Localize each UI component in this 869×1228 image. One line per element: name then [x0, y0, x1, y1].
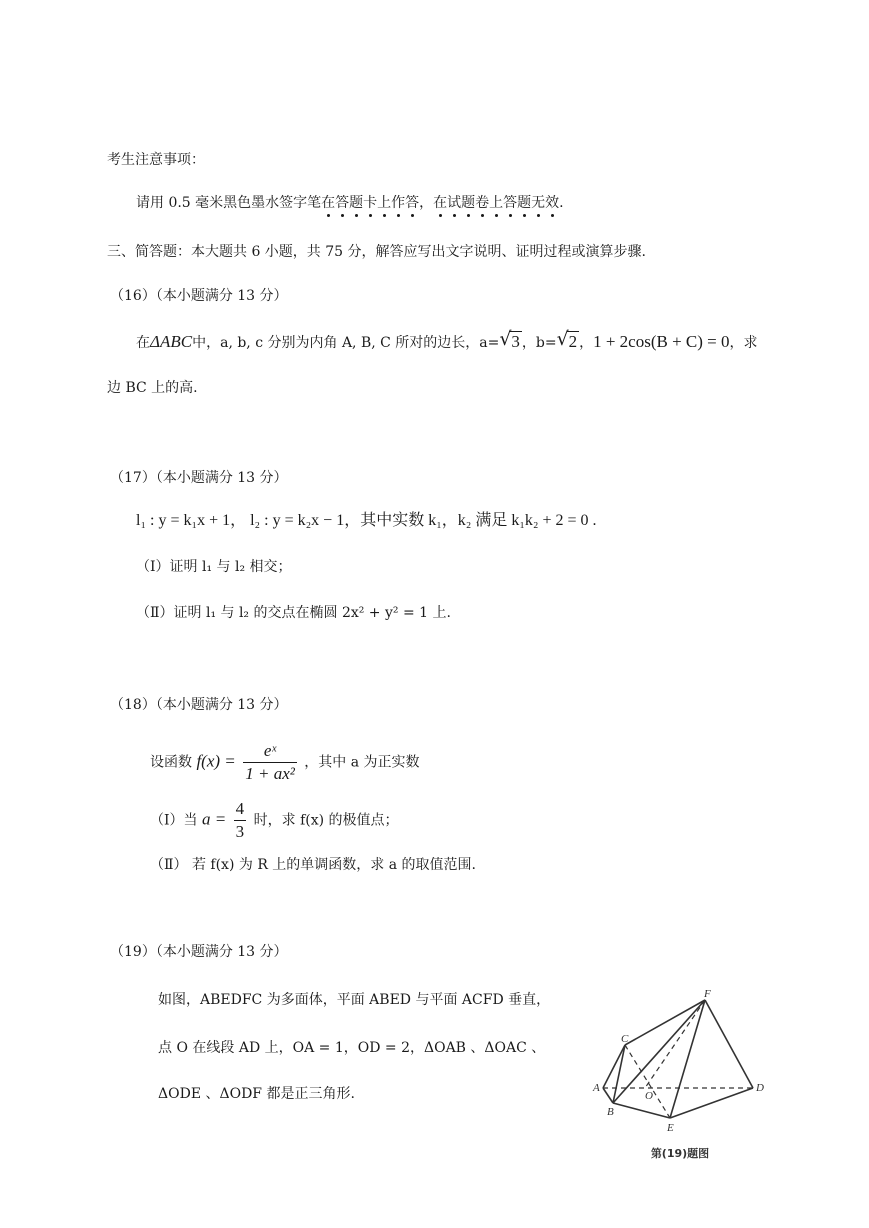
emphasis-char: 题 [517, 195, 532, 211]
q16-text-d: ， [579, 335, 594, 351]
point-B-label: B [607, 1106, 614, 1118]
point-F-label: F [704, 988, 711, 1000]
q16-text-e: ，求 [729, 335, 758, 351]
q18-part1-prefix: （Ⅰ）当 [150, 812, 198, 829]
q19-line1: 如图，ABEDFC 为多面体，平面 ABED 与平面 ACFD 垂直， [158, 992, 551, 1008]
q19-label: （19）（本小题满分 13 分） [110, 944, 288, 960]
edge-FO-hidden [645, 1000, 705, 1088]
polyhedron-figure [585, 985, 775, 1165]
edge-AB [603, 1088, 613, 1103]
q18-func-lhs: f(x) = [196, 751, 236, 771]
emphasis-char: 无 [531, 195, 546, 211]
emphasis-char: 题 [461, 195, 476, 211]
point-O-label: O [645, 1090, 653, 1102]
q16-line2: 边 BC 上的高. [107, 380, 198, 396]
emphasis-char: 卷 [475, 195, 490, 211]
q16-label: （16）（本小题满分 13 分） [110, 288, 288, 304]
point-E-label: E [667, 1122, 674, 1134]
emphasis-char: 在 [321, 195, 336, 211]
emphasis-char: 题 [349, 195, 364, 211]
q18-label: （18）（本小题满分 13 分） [110, 697, 288, 713]
q18-func-den: 1 + ax² [245, 764, 295, 783]
emphasis-char: 答 [405, 195, 420, 211]
emphasis-char: 上 [489, 195, 504, 211]
q17-part2: （Ⅱ）证明 l₁ 与 l₂ 的交点在椭圆 2x² + y² = 1 上. [136, 605, 451, 621]
notice-prefix: 请用 0.5 毫米黑色墨水签字笔 [136, 195, 322, 211]
q16-sqrt-b: √ 2 [557, 330, 580, 354]
q18-func-fraction [243, 740, 297, 785]
q18-func-num: eˣ [243, 740, 297, 763]
notice-line [136, 193, 564, 213]
q16-text-a: 在 [136, 335, 150, 351]
q18-part1-a: a = [201, 809, 227, 829]
point-D-label: D [756, 1082, 764, 1094]
emphasis-char: 效 [545, 195, 560, 211]
notice-mid: ， [419, 195, 434, 211]
edge-ED [670, 1088, 753, 1118]
q18-part2: （Ⅱ） 若 f(x) 为 R 上的单调函数，求 a 的取值范围. [150, 857, 477, 873]
q18-part1 [150, 798, 399, 843]
emphasis-char: 在 [433, 195, 448, 211]
emphasis-char: 上 [377, 195, 392, 211]
emphasis-char: 作 [391, 195, 406, 211]
edge-FE [670, 1000, 705, 1118]
edge-FD [705, 1000, 753, 1088]
emphasis-char: 试 [447, 195, 462, 211]
edge-CB [613, 1045, 625, 1103]
q18-func-prefix: 设函数 [150, 754, 192, 771]
q19-line2: 点 O 在线段 AD 上，OA = 1，OD = 2，ΔOAB 、ΔOAC 、 [158, 1040, 546, 1056]
emphasis-char: 答 [503, 195, 518, 211]
q16-line1 [136, 330, 758, 355]
q17-label: （17）（本小题满分 13 分） [110, 470, 288, 486]
q17-line1: l₁ : y = k₁x + 1， l₂ : y = k₂x − 1，其中实数 k₁，k₂ 满足 k₁k₂ + 2 = 0 . [136, 512, 597, 529]
q16-sqrt-a: √ 3 [499, 330, 522, 354]
q18-func-suffix: ，其中 a 为正实数 [304, 754, 420, 771]
notice-dotted-2 [433, 195, 559, 211]
figure-caption: 第(19)题图 [650, 1147, 710, 1160]
q17-part1: （Ⅰ）证明 l₁ 与 l₂ 相交； [136, 559, 292, 575]
section-heading: 三、简答题：本大题共 6 小题，共 75 分，解答应写出文字说明、证明过程或演算步骤. [107, 244, 646, 260]
q16-triangle: ΔABC [150, 332, 193, 351]
q16-equation: 1 + 2cos(B + C) = 0 [593, 332, 730, 351]
notice-end: . [559, 195, 564, 211]
q18-part1-fraction [234, 798, 247, 843]
point-C-label: C [621, 1033, 629, 1045]
q18-part1-num: 4 [234, 798, 247, 821]
q18-part1-den: 3 [235, 822, 245, 841]
q16-text-c: ，b= [521, 335, 557, 351]
emphasis-char: 卡 [363, 195, 378, 211]
emphasis-char: 答 [335, 195, 350, 211]
edge-AC [603, 1045, 625, 1088]
edge-BE [613, 1103, 670, 1118]
q19-line3: ΔODE 、ΔODF 都是正三角形. [158, 1086, 355, 1102]
q18-function [150, 740, 420, 785]
notice-dotted-1 [321, 195, 419, 211]
point-A-label: A [593, 1082, 600, 1094]
q16-text-b: 中，a, b, c 分别为内角 A, B, C 所对的边长，a= [192, 335, 500, 351]
q18-part1-suffix: 时，求 f(x) 的极值点； [253, 812, 399, 829]
notice-title: 考生注意事项： [107, 152, 205, 168]
